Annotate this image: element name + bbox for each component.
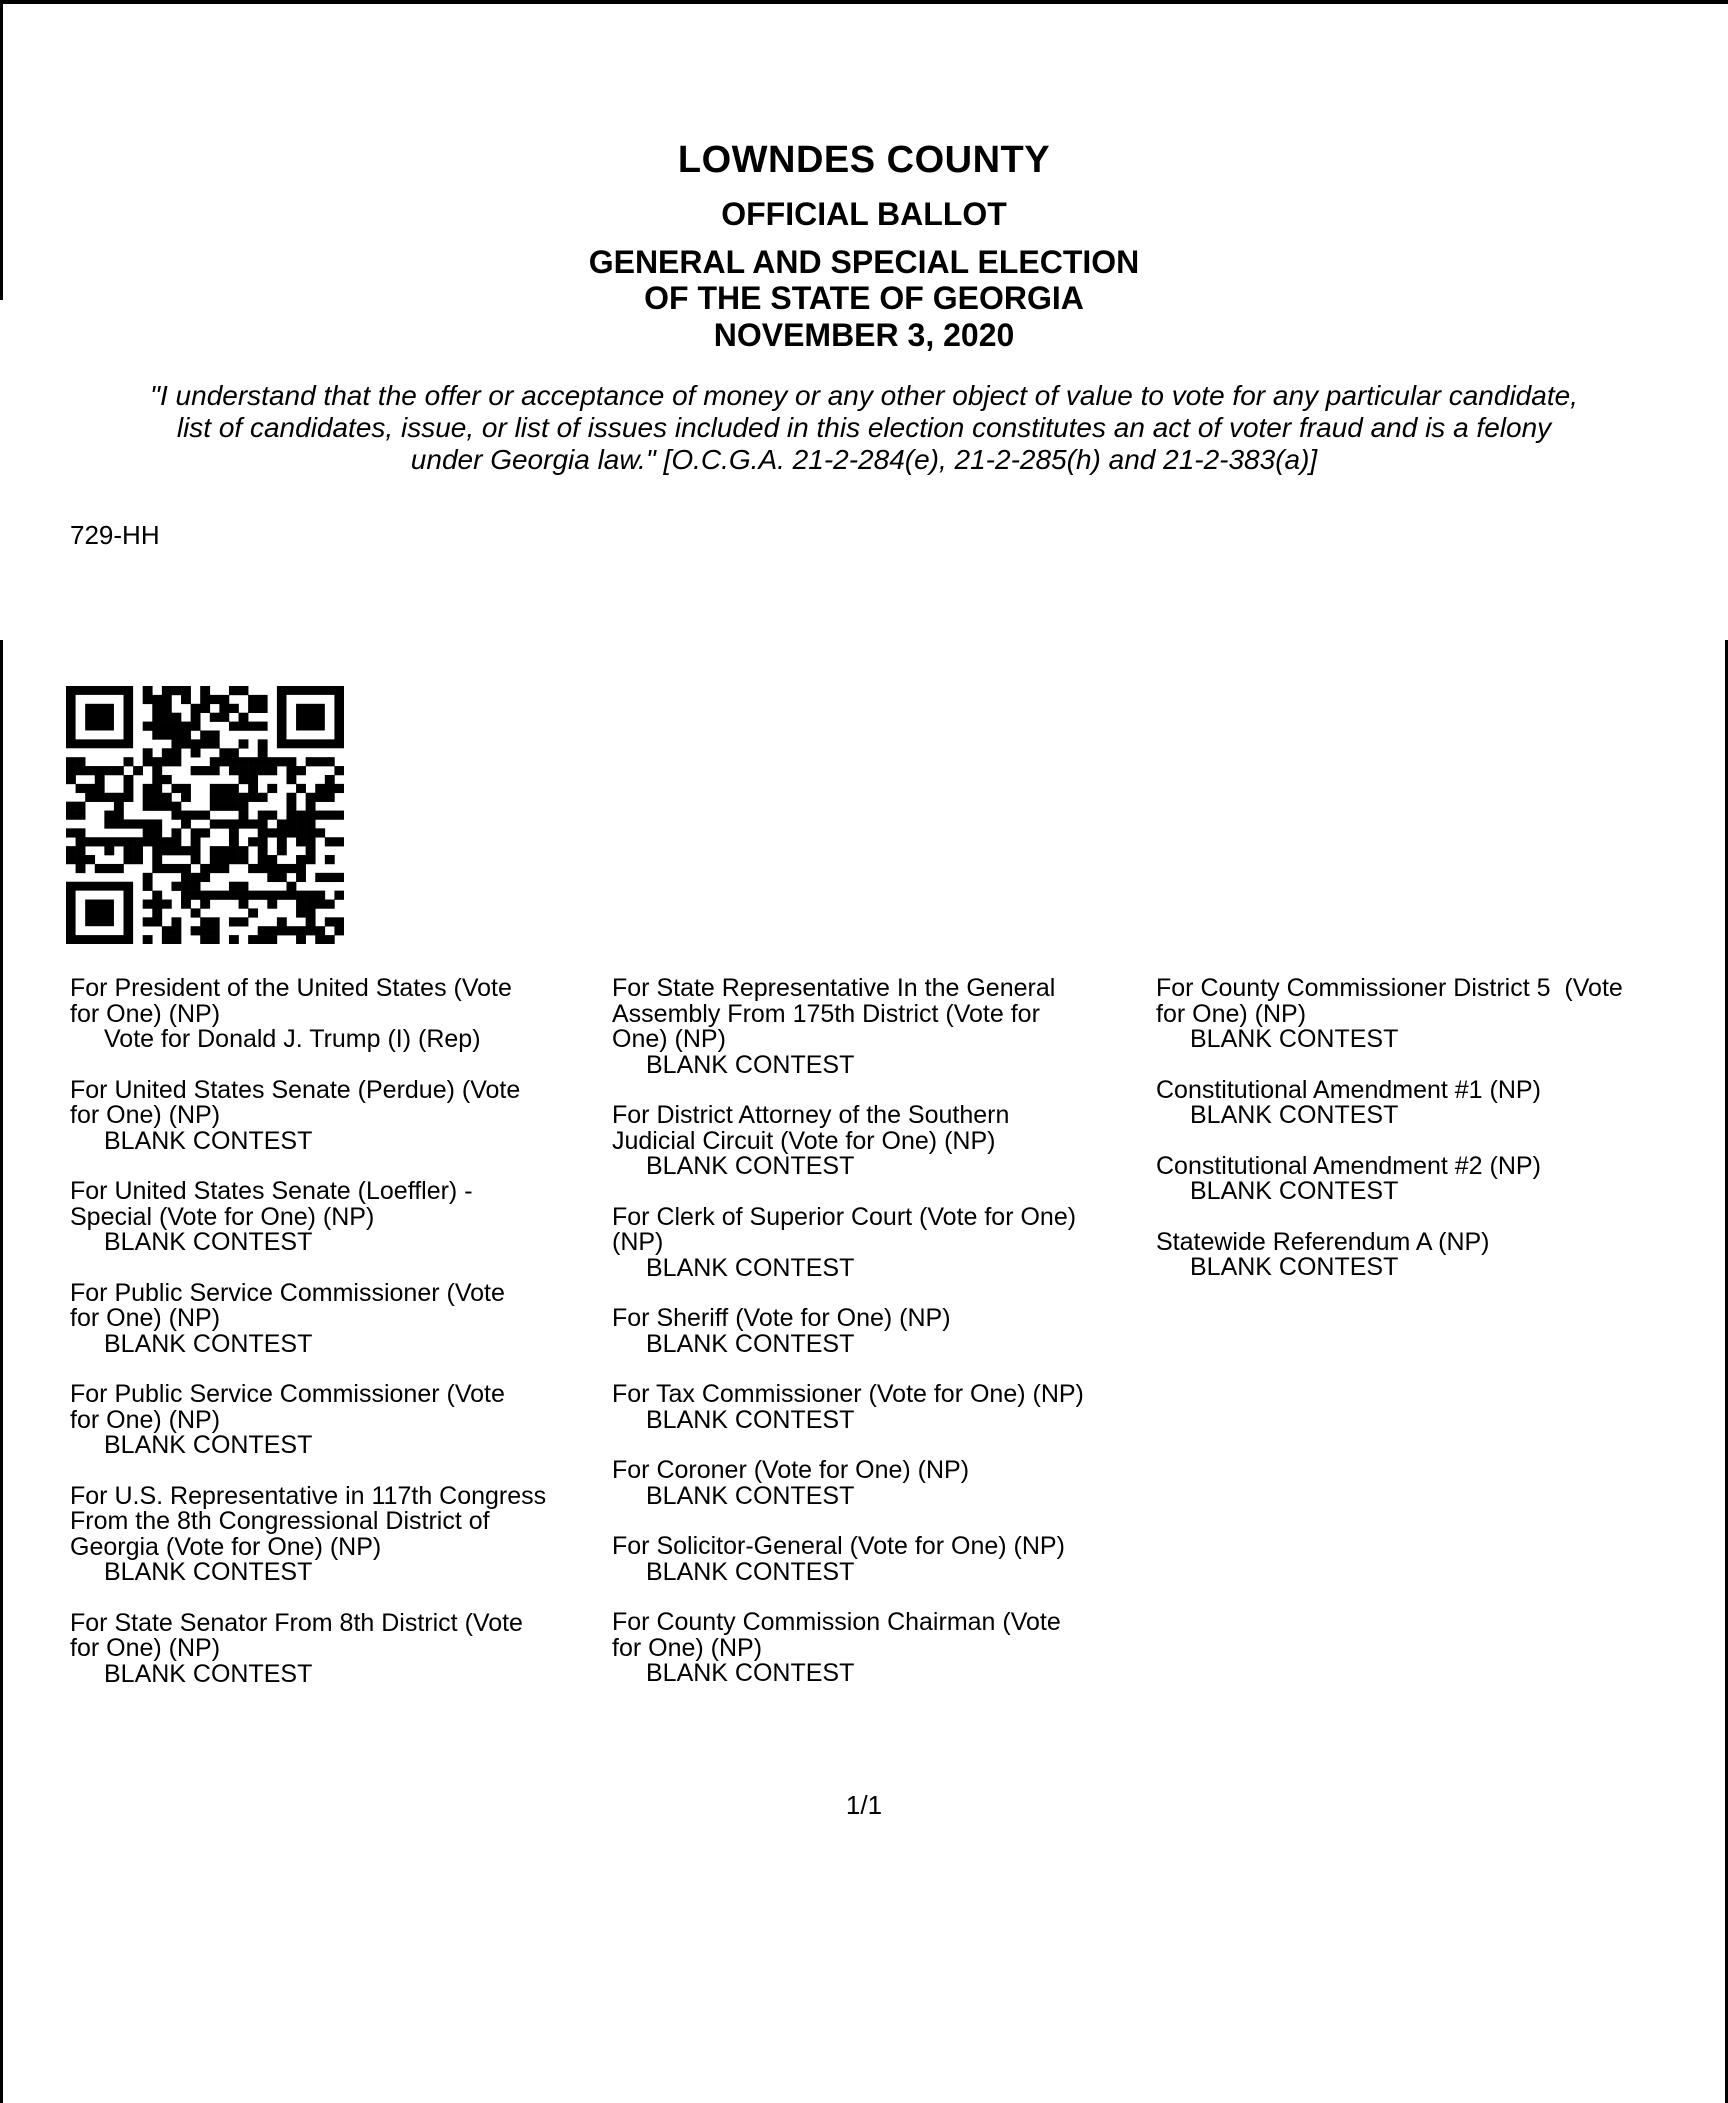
contest-title: For Clerk of Superior Court (Vote for One) (NP) <box>612 1202 1077 1256</box>
contest-selection: BLANK CONTEST <box>646 1481 855 1510</box>
contest-selection: BLANK CONTEST <box>104 1558 313 1586</box>
oath-line: under Georgia law." [O.C.G.A. 21-2-284(e), 21-2-285(h) and 21-2-383(a)] <box>410 444 1318 475</box>
contest-title: For County Commissioner District 5 (Vote for One) (NP) <box>1156 976 1623 1028</box>
contest-selection: BLANK CONTEST <box>1190 1101 1399 1129</box>
ballot-type: OFFICIAL BALLOT <box>721 196 1007 232</box>
contest-item <box>70 976 610 1053</box>
contest-selection: BLANK CONTEST <box>104 1329 313 1358</box>
contest-title: For County Commission Chairman (Vote for One) (NP) <box>612 1608 1061 1662</box>
contest-selection: BLANK CONTEST <box>1190 1025 1399 1053</box>
contest-selection: BLANK CONTEST <box>104 1126 313 1155</box>
page-number: 1/1 <box>845 1790 883 1820</box>
contest-item <box>1156 1151 1728 1205</box>
contest-title: For United States Senate (Loeffler) - Special (Vote for One) (NP) <box>70 1177 473 1231</box>
contest-selection: BLANK CONTEST <box>646 1253 855 1282</box>
contest-selection: BLANK CONTEST <box>646 1659 855 1687</box>
ballot-style-code: 729-HH <box>70 520 160 550</box>
contest-selection: BLANK CONTEST <box>104 1228 313 1256</box>
ballot-header <box>0 136 1728 354</box>
contest-item <box>1156 976 1728 1053</box>
contest-item <box>612 1382 1152 1433</box>
contest-title: For Sheriff (Vote for One) (NP) <box>612 1304 951 1332</box>
contest-title: Statewide Referendum A (NP) <box>1156 1227 1490 1256</box>
contest-selection: BLANK CONTEST <box>1190 1177 1399 1205</box>
oath-line: list of candidates, issue, or list of issues included in this election constitutes an act of voter fraud and is a felony <box>176 412 1552 443</box>
contest-item <box>1156 1227 1728 1281</box>
contest-title: For State Senator From 8th District (Vote for One) (NP) <box>70 1608 523 1662</box>
contest-column-3 <box>1156 976 1728 1306</box>
election-date: NOVEMBER 3, 2020 <box>713 317 1015 353</box>
contest-item <box>612 1202 1152 1282</box>
contest-title: For Tax Commissioner (Vote for One) (NP) <box>612 1380 1084 1408</box>
election-title: GENERAL AND SPECIAL ELECTION <box>588 244 1140 280</box>
contest-title: For Public Service Commissioner (Vote for One) (NP) <box>70 1278 505 1332</box>
contest-title: For United States Senate (Perdue) (Vote for One) (NP) <box>70 1075 521 1129</box>
contest-column-1 <box>70 976 610 1712</box>
election-subtitle: OF THE STATE OF GEORGIA <box>644 280 1084 316</box>
voter-oath <box>60 380 1668 476</box>
contest-item <box>612 1306 1152 1357</box>
contest-selection: BLANK CONTEST <box>104 1659 313 1688</box>
contest-item <box>70 1608 610 1688</box>
contest-title: For U.S. Representative in 117th Congress From the 8th Congressional District of Georgia (Vote for One) (NP) <box>70 1481 547 1561</box>
contest-item <box>612 1610 1152 1687</box>
contest-item <box>612 976 1152 1078</box>
contest-selection: BLANK CONTEST <box>104 1431 313 1459</box>
contest-title: Constitutional Amendment #1 (NP) <box>1156 1075 1541 1104</box>
contest-title: For Solicitor-General (Vote for One) (NP) <box>612 1532 1065 1560</box>
contest-title: For Public Service Commissioner (Vote for One) (NP) <box>70 1380 505 1434</box>
contest-title: For State Representative In the General Assembly From 175th District (Vote for One) (NP) <box>612 974 1056 1053</box>
county-title: LOWNDES COUNTY <box>677 139 1051 181</box>
contest-item <box>70 1075 610 1155</box>
scan-border-top <box>0 0 1728 4</box>
contest-item <box>612 1458 1152 1509</box>
contest-title: For President of the United States (Vote for One) (NP) <box>70 974 512 1028</box>
contest-item <box>612 1534 1152 1585</box>
oath-line: "I understand that the offer or acceptance of money or any other object of value to vote for any particular candidate, <box>150 380 1578 411</box>
contest-selection: Vote for Donald J. Trump (I) (Rep) <box>104 1025 481 1053</box>
contest-item <box>70 1179 610 1256</box>
contest-selection: BLANK CONTEST <box>646 1152 855 1180</box>
contest-item <box>612 1103 1152 1180</box>
contest-item <box>70 1382 610 1459</box>
contest-selection: BLANK CONTEST <box>1190 1253 1399 1281</box>
contest-title: For District Attorney of the Southern Judicial Circuit (Vote for One) (NP) <box>612 1101 1010 1155</box>
contest-selection: BLANK CONTEST <box>646 1557 855 1586</box>
contest-selection: BLANK CONTEST <box>646 1405 855 1434</box>
contest-item <box>70 1278 610 1358</box>
qr-code-icon <box>66 686 344 944</box>
contest-selection: BLANK CONTEST <box>646 1329 855 1358</box>
contest-item <box>1156 1075 1728 1129</box>
scan-border-left <box>0 640 3 2103</box>
contest-title: Constitutional Amendment #2 (NP) <box>1156 1151 1541 1180</box>
contest-title: For Coroner (Vote for One) (NP) <box>612 1456 970 1484</box>
contest-column-2 <box>612 976 1152 1712</box>
contest-selection: BLANK CONTEST <box>646 1050 855 1079</box>
contest-item <box>70 1481 610 1586</box>
